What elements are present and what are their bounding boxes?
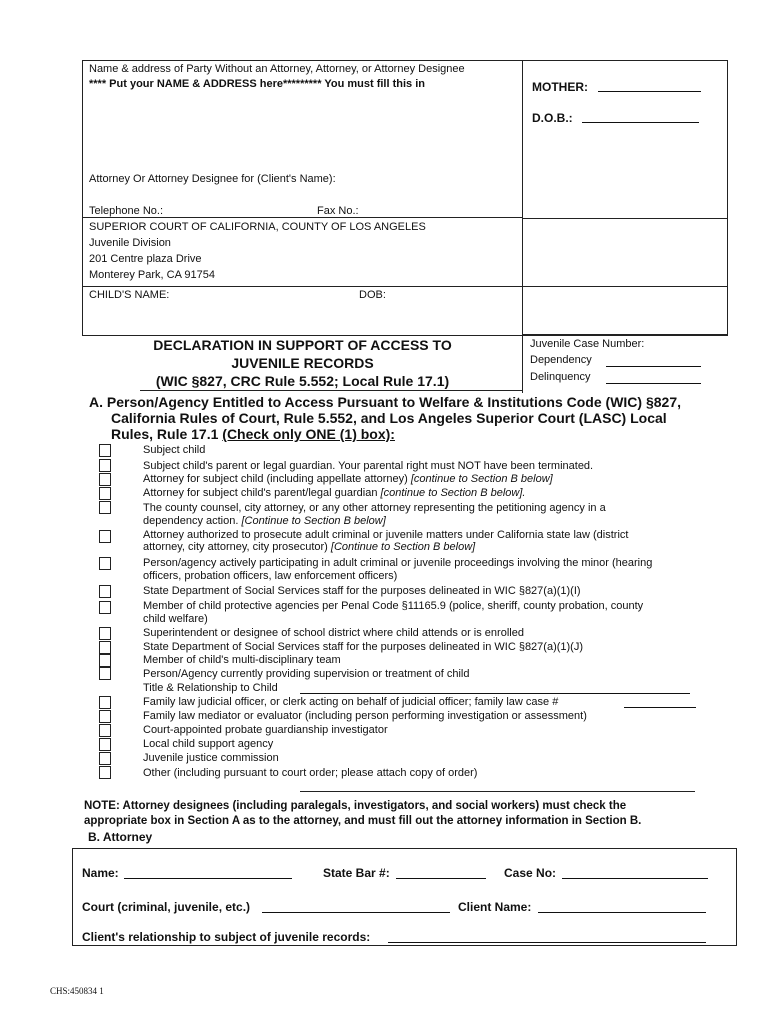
option-family-law-mediator: Family law mediator or evaluator (including person performing investigation or assessment) <box>143 710 587 722</box>
option-county-counsel: The county counsel, city attorney, or any other attorney representing the petitioning agency in a <box>143 502 606 514</box>
mother-dob-label: D.O.B.: <box>532 111 573 125</box>
dob-label: DOB: <box>359 289 386 301</box>
note-line-1: NOTE: Attorney designees (including paralegals, investigators, and social workers) must check the <box>84 800 627 812</box>
option-dss-staff-i: State Department of Social Services staff for the purposes delineated in WIC §827(a)(1)(I) <box>143 585 581 597</box>
dependency-field[interactable] <box>606 356 701 367</box>
option-attorney-child-continue: [continue to Section B below] <box>410 473 553 485</box>
option-county-counsel-continue: [Continue to Section B below] <box>241 515 386 527</box>
option-multidisciplinary: Member of child's multi-disciplinary team <box>143 654 341 666</box>
checkbox-probate-investigator[interactable] <box>99 724 111 737</box>
section-a-line-3 <box>89 426 749 442</box>
option-attorney-parent <box>143 487 743 499</box>
checkbox-attorney-child[interactable] <box>99 473 111 486</box>
checkbox-child-support[interactable] <box>99 738 111 751</box>
option-subject-child: Subject child <box>143 444 206 456</box>
family-law-case-field[interactable] <box>624 697 696 708</box>
option-school: Superintendent or designee of school district where child attends or is enrolled <box>143 627 524 639</box>
header-row-line-2 <box>82 286 727 287</box>
option-participating-agency-line-2: officers, probation officers, law enforcement officers) <box>143 570 398 582</box>
case-no-label: Case No: <box>504 866 557 880</box>
option-dss-staff-j: State Department of Social Services staff for the purposes delineated in WIC §827(a)(1)(J) <box>143 641 584 653</box>
option-attorney-parent-continue: [continue to Section B below]. <box>380 487 526 499</box>
header-row-line-3 <box>522 334 727 335</box>
phone-row-line <box>82 217 522 218</box>
delinquency-field[interactable] <box>606 373 701 384</box>
checkbox-family-law-judicial[interactable] <box>99 696 111 709</box>
section-b-heading: B. Attorney <box>88 830 153 844</box>
client-relationship-label: Client's relationship to subject of juvenile records: <box>82 930 371 944</box>
title-relationship-field[interactable] <box>300 683 690 694</box>
mother-dob-field[interactable] <box>582 112 699 123</box>
checkbox-participating-agency[interactable] <box>99 557 111 570</box>
checkbox-supervision[interactable] <box>99 667 111 680</box>
court-type-label: Court (criminal, juvenile, etc.) <box>82 900 251 914</box>
client-relationship-field[interactable] <box>388 932 706 943</box>
checkbox-dss-staff-j[interactable] <box>99 641 111 654</box>
option-child-protective-line-2: child welfare) <box>143 613 208 625</box>
client-name-field[interactable] <box>538 902 706 913</box>
court-line-1: SUPERIOR COURT OF CALIFORNIA, COUNTY OF LOS ANGELES <box>89 221 426 233</box>
option-juvenile-commission: Juvenile justice commission <box>143 752 279 764</box>
option-attorney-parent-text: Attorney for subject child's parent/legal guardian <box>143 487 378 499</box>
attorney-for-label: Attorney Or Attorney Designee for (Client's Name): <box>89 173 336 185</box>
attorney-designee-note <box>84 799 754 829</box>
fax-label: Fax No.: <box>317 205 359 217</box>
checkbox-subject-child[interactable] <box>99 444 111 457</box>
checkbox-county-counsel[interactable] <box>99 501 111 514</box>
put-name-instruction <box>89 78 425 91</box>
attorney-name-field[interactable] <box>124 868 292 879</box>
checkbox-prosecutor[interactable] <box>99 530 111 543</box>
option-prosecutor-text-2: attorney, city attorney, city prosecutor) <box>143 541 328 553</box>
title-bottom-line <box>140 390 522 391</box>
party-label: Name & address of Party Without an Attorney, Attorney, or Attorney Designee <box>89 63 465 75</box>
court-line-4: Monterey Park, CA 91754 <box>89 269 215 281</box>
client-name-label: Client Name: <box>458 900 532 914</box>
section-a-rule: Rules, Rule 17.1 <box>111 426 219 442</box>
option-county-counsel-line-2 <box>143 515 743 527</box>
header-row-line-1 <box>522 218 727 219</box>
header-box <box>82 60 728 336</box>
option-child-protective: Member of child protective agencies per Penal Code §11165.9 (police, sheriff, county probation, county <box>143 600 644 612</box>
form-code: CHS:450834 1 <box>50 986 104 996</box>
form-title <box>140 336 465 390</box>
checkbox-attorney-parent[interactable] <box>99 487 111 500</box>
attorney-name-label: Name: <box>82 866 119 880</box>
option-prosecutor-continue: [Continue to Section B below] <box>330 541 476 553</box>
option-family-law-judicial: Family law judicial officer, or clerk acting on behalf of judicial officer; family law case # <box>143 696 559 708</box>
option-probate-investigator: Court-appointed probate guardianship investigator <box>143 724 388 736</box>
childs-name-label: CHILD'S NAME: <box>89 289 170 301</box>
option-participating-agency: Person/agency actively participating in adult criminal or juvenile proceedings involving the minor (hearing <box>143 557 653 569</box>
checkbox-juvenile-commission[interactable] <box>99 752 111 765</box>
option-county-counsel-text-2: dependency action. <box>143 515 239 527</box>
state-bar-field[interactable] <box>396 868 486 879</box>
option-attorney-child-text: Attorney for subject child (including appellate attorney) <box>143 473 408 485</box>
checkbox-multidisciplinary[interactable] <box>99 654 111 667</box>
dependency-label: Dependency <box>530 354 592 366</box>
section-a-check-instruction: (Check only ONE (1) box): <box>222 426 395 442</box>
mother-field[interactable] <box>598 81 701 92</box>
checkbox-other[interactable] <box>99 766 111 779</box>
option-supervision: Person/Agency currently providing supervision or treatment of child <box>143 668 470 680</box>
court-type-field[interactable] <box>262 902 450 913</box>
title-line-2: JUVENILE RECORDS <box>231 355 374 371</box>
put-name-text: **** Put your NAME & ADDRESS here********* You must fill this in <box>89 78 425 90</box>
checkbox-dss-staff-i[interactable] <box>99 585 111 598</box>
checkbox-family-law-mediator[interactable] <box>99 710 111 723</box>
header-divider <box>522 60 523 393</box>
title-line-1: DECLARATION IN SUPPORT OF ACCESS TO <box>153 337 452 353</box>
court-line-3: 201 Centre plaza Drive <box>89 253 202 265</box>
case-no-field[interactable] <box>562 868 708 879</box>
option-title-relationship-text: Title & Relationship to Child <box>143 682 278 694</box>
section-a-line-1: A. Person/Agency Entitled to Access Pursuant to Welfare & Institutions Code (WIC) §827, <box>89 394 681 410</box>
section-a-line-2: California Rules of Court, Rule 5.552, and Los Angeles Superior Court (LASC) Local <box>111 410 667 426</box>
delinquency-label: Delinquency <box>530 371 591 383</box>
title-line-3: (WIC §827, CRC Rule 5.552; Local Rule 17.1) <box>155 373 450 389</box>
mother-label: MOTHER: <box>532 80 588 94</box>
telephone-label: Telephone No.: <box>89 205 163 217</box>
state-bar-label: State Bar #: <box>323 866 390 880</box>
option-prosecutor-line-2 <box>143 541 743 553</box>
checkbox-parent-guardian[interactable] <box>99 459 111 472</box>
option-child-support: Local child support agency <box>143 738 274 750</box>
option-prosecutor: Attorney authorized to prosecute adult criminal or juvenile matters under California state law (district <box>143 529 629 541</box>
option-parent-guardian: Subject child's parent or legal guardian. Your parental right must NOT have been terminated. <box>143 460 594 472</box>
case-number-label: Juvenile Case Number: <box>530 338 645 350</box>
section-a-heading <box>89 394 749 442</box>
option-other: Other (including pursuant to court order; please attach copy of order) <box>143 767 478 779</box>
checkbox-child-protective[interactable] <box>99 601 111 614</box>
option-attorney-child <box>143 473 743 485</box>
court-line-2: Juvenile Division <box>89 237 171 249</box>
checkbox-school[interactable] <box>99 627 111 640</box>
note-line-2: appropriate box in Section A as to the attorney, and must fill out the attorney information in Section B. <box>84 815 642 827</box>
section-a-bottom-line <box>300 791 695 792</box>
